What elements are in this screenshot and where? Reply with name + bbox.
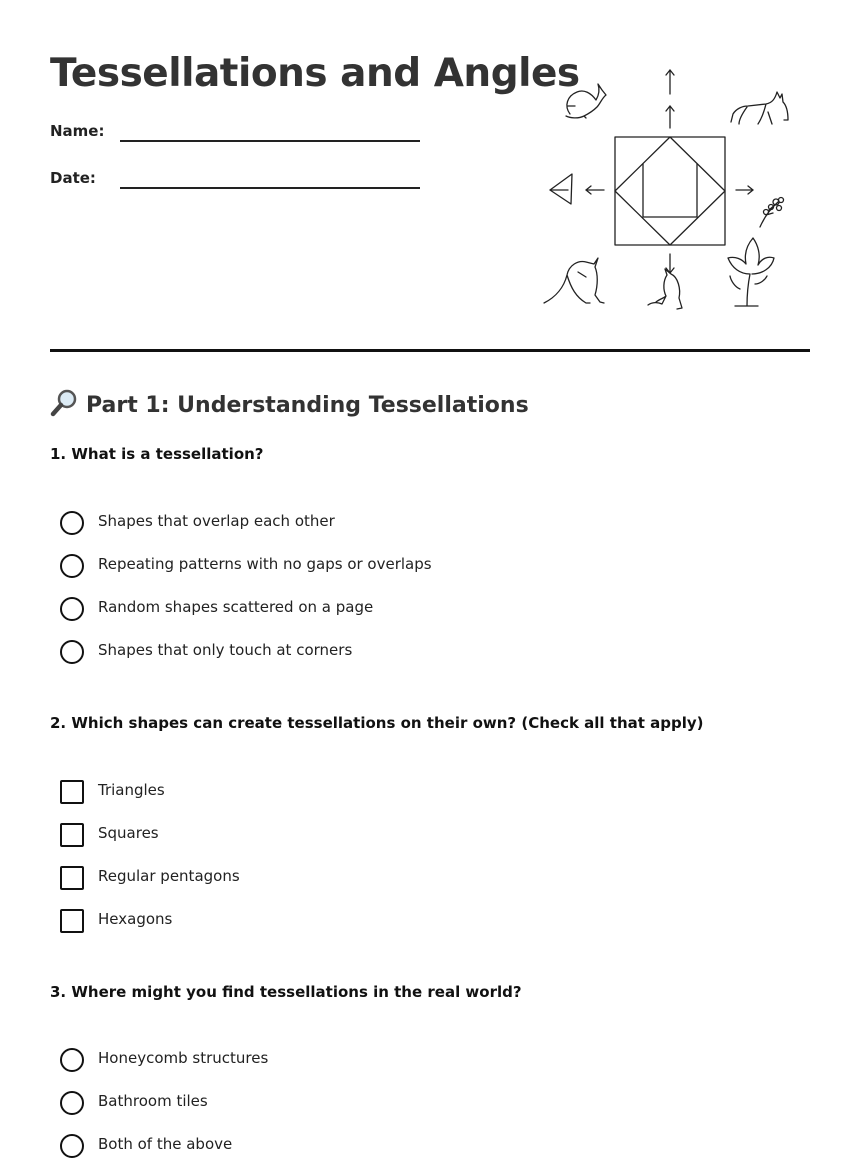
header-divider xyxy=(50,349,810,352)
tulip-flower-icon xyxy=(728,238,774,306)
radio-button[interactable] xyxy=(60,640,84,664)
radio-button[interactable] xyxy=(60,554,84,578)
checkbox[interactable] xyxy=(60,866,84,890)
option-label: Honeycomb structures xyxy=(98,1049,269,1067)
question-2-option[interactable] xyxy=(60,823,760,849)
checkbox[interactable] xyxy=(60,780,84,804)
option-label: Bathroom tiles xyxy=(98,1092,208,1110)
option-label: Triangles xyxy=(98,781,165,799)
section-heading xyxy=(50,388,529,422)
center-square-diamond-figure xyxy=(615,137,725,245)
joey-icon xyxy=(648,269,682,309)
page-title: Tessellations and Angles xyxy=(50,51,580,96)
radio-button[interactable] xyxy=(60,511,84,535)
checkbox[interactable] xyxy=(60,909,84,933)
name-field xyxy=(50,118,420,146)
option-label: Hexagons xyxy=(98,910,173,928)
radio-button[interactable] xyxy=(60,1048,84,1072)
option-label: Both of the above xyxy=(98,1135,233,1153)
question-2-option[interactable] xyxy=(60,866,760,892)
arrow-up-icon xyxy=(666,70,674,128)
tessellation-transformations-illustration xyxy=(540,62,800,314)
question-2-option[interactable] xyxy=(60,909,760,935)
arrow-right-icon xyxy=(736,186,753,194)
triangle-icon xyxy=(550,174,572,204)
question-1-prompt: 1. What is a tessellation? xyxy=(50,445,264,463)
date-field xyxy=(50,165,420,193)
question-1-option[interactable] xyxy=(60,640,760,666)
option-label: Repeating patterns with no gaps or overlaps xyxy=(98,555,432,573)
name-label: Name: xyxy=(50,122,105,140)
radio-button[interactable] xyxy=(60,1134,84,1158)
date-input-line[interactable] xyxy=(120,187,420,189)
option-label: Squares xyxy=(98,824,159,842)
radio-button[interactable] xyxy=(60,597,84,621)
option-label: Random shapes scattered on a page xyxy=(98,598,374,616)
kangaroo-icon xyxy=(566,84,606,118)
radio-button[interactable] xyxy=(60,1091,84,1115)
question-2-option[interactable] xyxy=(60,780,760,806)
question-1-option[interactable] xyxy=(60,554,760,580)
dingo-icon xyxy=(731,92,788,124)
arrow-left-icon xyxy=(586,186,604,194)
magnifying-glass-icon xyxy=(50,388,80,418)
question-3-option[interactable] xyxy=(60,1134,760,1160)
question-3-option[interactable] xyxy=(60,1091,760,1117)
option-label: Regular pentagons xyxy=(98,867,240,885)
option-label: Shapes that overlap each other xyxy=(98,512,335,530)
question-3-option[interactable] xyxy=(60,1048,760,1074)
option-label: Shapes that only touch at corners xyxy=(98,641,353,659)
section-title: Part 1: Understanding Tessellations xyxy=(86,393,529,418)
checkbox[interactable] xyxy=(60,823,84,847)
name-input-line[interactable] xyxy=(120,140,420,142)
kangaroo-sitting-icon xyxy=(544,258,604,303)
question-1-option[interactable] xyxy=(60,597,760,623)
flower-sprig-icon xyxy=(760,198,784,228)
question-2-prompt: 2. Which shapes can create tessellations on their own? (Check all that apply) xyxy=(50,714,704,732)
date-label: Date: xyxy=(50,169,96,187)
question-1-option[interactable] xyxy=(60,511,760,537)
question-3-prompt: 3. Where might you find tessellations in the real world? xyxy=(50,983,522,1001)
